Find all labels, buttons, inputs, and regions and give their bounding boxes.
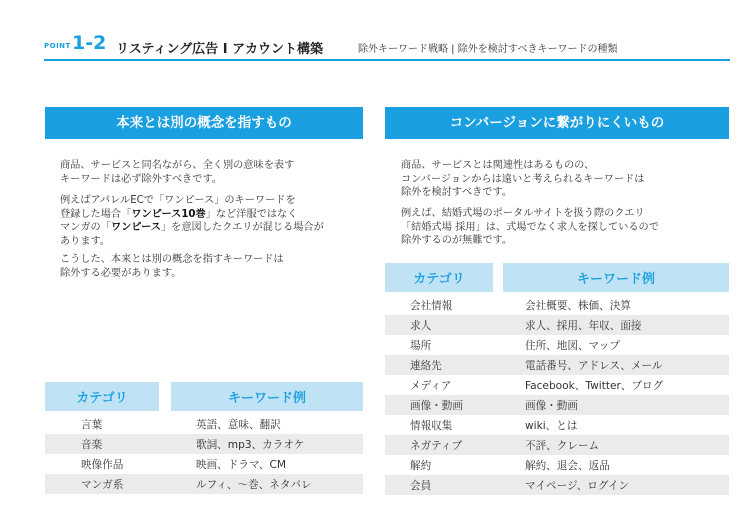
category-cell: ネガティブ — [410, 439, 463, 452]
keyword-cell: Facebook、Twitter、ブログ — [525, 379, 664, 392]
table-row — [385, 315, 729, 335]
category-cell: メディア — [410, 379, 452, 392]
category-cell: 連絡先 — [410, 359, 442, 372]
page-subtitle: 除外キーワード戦略 | 除外を検討すべきキーワードの種類 — [358, 44, 618, 55]
text-line: 例えばアパレルECで「ワンピース」のキーワードを — [60, 195, 296, 206]
category-cell: 場所 — [410, 339, 432, 352]
keyword-cell: wiki、とは — [525, 419, 578, 432]
table-row — [385, 435, 729, 455]
text-line: 例えば、結婚式場のポータルサイトを扱う際のクエリ — [401, 208, 645, 219]
column-header-category: カテゴリ — [45, 382, 159, 414]
keyword-cell: 画像・動画 — [525, 399, 578, 412]
category-cell: 言葉 — [81, 418, 103, 431]
point-label: POINT — [44, 42, 71, 50]
header-divider — [44, 59, 730, 61]
keyword-cell: 不評、クレーム — [525, 439, 600, 452]
emphasis-text: ワンピース — [110, 222, 161, 234]
text-line: キーワードは必ず除外すべきです。 — [60, 173, 222, 185]
table-row — [385, 415, 729, 435]
table-row — [385, 455, 729, 475]
text-line: 除外する必要があります。 — [60, 267, 182, 279]
category-cell: 解約 — [410, 459, 432, 472]
table-row — [45, 474, 363, 494]
page-title: リスティング広告 I アカウント構築 — [116, 42, 323, 57]
column-header-keyword: キーワード例 — [503, 263, 729, 295]
text-line: 商品、サービスとは関連性はあるものの、 — [401, 160, 595, 171]
emphasis-text: ワンピース10巻 — [131, 208, 206, 220]
table-row — [45, 454, 363, 474]
category-cell: 画像・動画 — [410, 399, 463, 412]
keyword-cell: 歌詞、mp3、カラオケ — [196, 438, 305, 451]
category-cell: 求人 — [410, 319, 432, 332]
text-line: あります。 — [60, 235, 111, 247]
text-line: 商品、サービスと同名ながら、全く別の意味を表す — [60, 160, 295, 171]
category-cell: 情報収集 — [410, 419, 453, 432]
keyword-cell: 電話番号、アドレス、メール — [525, 359, 663, 372]
text-line: 「結婚式場 採用」は、式場でなく求人を探しているので — [401, 221, 659, 233]
category-cell: 音楽 — [81, 438, 103, 451]
table-row — [385, 475, 729, 495]
table-row — [385, 355, 729, 375]
keyword-cell: 映画、ドラマ、CM — [196, 458, 287, 471]
column-header-keyword: キーワード例 — [171, 382, 363, 414]
keyword-cell: 英語、意味、翻訳 — [196, 418, 281, 431]
text-line: 登録した場合「ワンピース10巻」など洋服ではなく — [60, 208, 298, 220]
left-keyword-table — [45, 382, 363, 494]
table-row — [385, 335, 729, 355]
right-example-text — [401, 207, 729, 248]
keyword-cell: ルフィ、～巻、ネタバレ — [196, 478, 312, 491]
keyword-cell: マイページ、ログイン — [525, 479, 630, 492]
page-header — [44, 30, 730, 60]
keyword-cell: 会社概要、株価、決算 — [525, 299, 631, 312]
keyword-cell: 解約、退会、返品 — [525, 459, 610, 472]
keyword-cell: 求人、採用、年収、面接 — [525, 319, 642, 332]
category-cell: 会員 — [410, 479, 432, 492]
category-cell: マンガ系 — [81, 478, 124, 491]
left-example-text — [60, 194, 360, 248]
keyword-cell: 住所、地図、マップ — [525, 339, 620, 352]
left-section-banner: 本来とは別の概念を指すもの — [45, 107, 363, 139]
right-section-banner: コンバージョンに繋がりにくいもの — [385, 107, 729, 139]
table-row — [385, 375, 729, 395]
text-line: 除外を検討すべきです。 — [401, 187, 513, 199]
right-keyword-table — [385, 263, 729, 495]
table-row — [45, 434, 363, 454]
text-line: 除外するのが無難です。 — [401, 235, 513, 247]
text-line: こうした、本来とは別の概念を指すキーワードは — [60, 254, 284, 265]
point-number: 1-2 — [72, 32, 107, 54]
table-row — [45, 414, 363, 434]
left-intro-text — [60, 159, 360, 186]
right-intro-text — [401, 159, 729, 200]
category-cell: 映像作品 — [81, 458, 124, 471]
text-line: マンガの「ワンピース」を意図したクエリが混じる場合が — [60, 222, 324, 234]
table-row — [385, 295, 729, 315]
text-line: コンバージョンからは遠いと考えられるキーワードは — [401, 173, 645, 185]
left-conclusion-text — [60, 253, 360, 280]
table-row — [385, 395, 729, 415]
column-header-category: カテゴリ — [385, 263, 493, 295]
category-cell: 会社情報 — [410, 299, 453, 312]
